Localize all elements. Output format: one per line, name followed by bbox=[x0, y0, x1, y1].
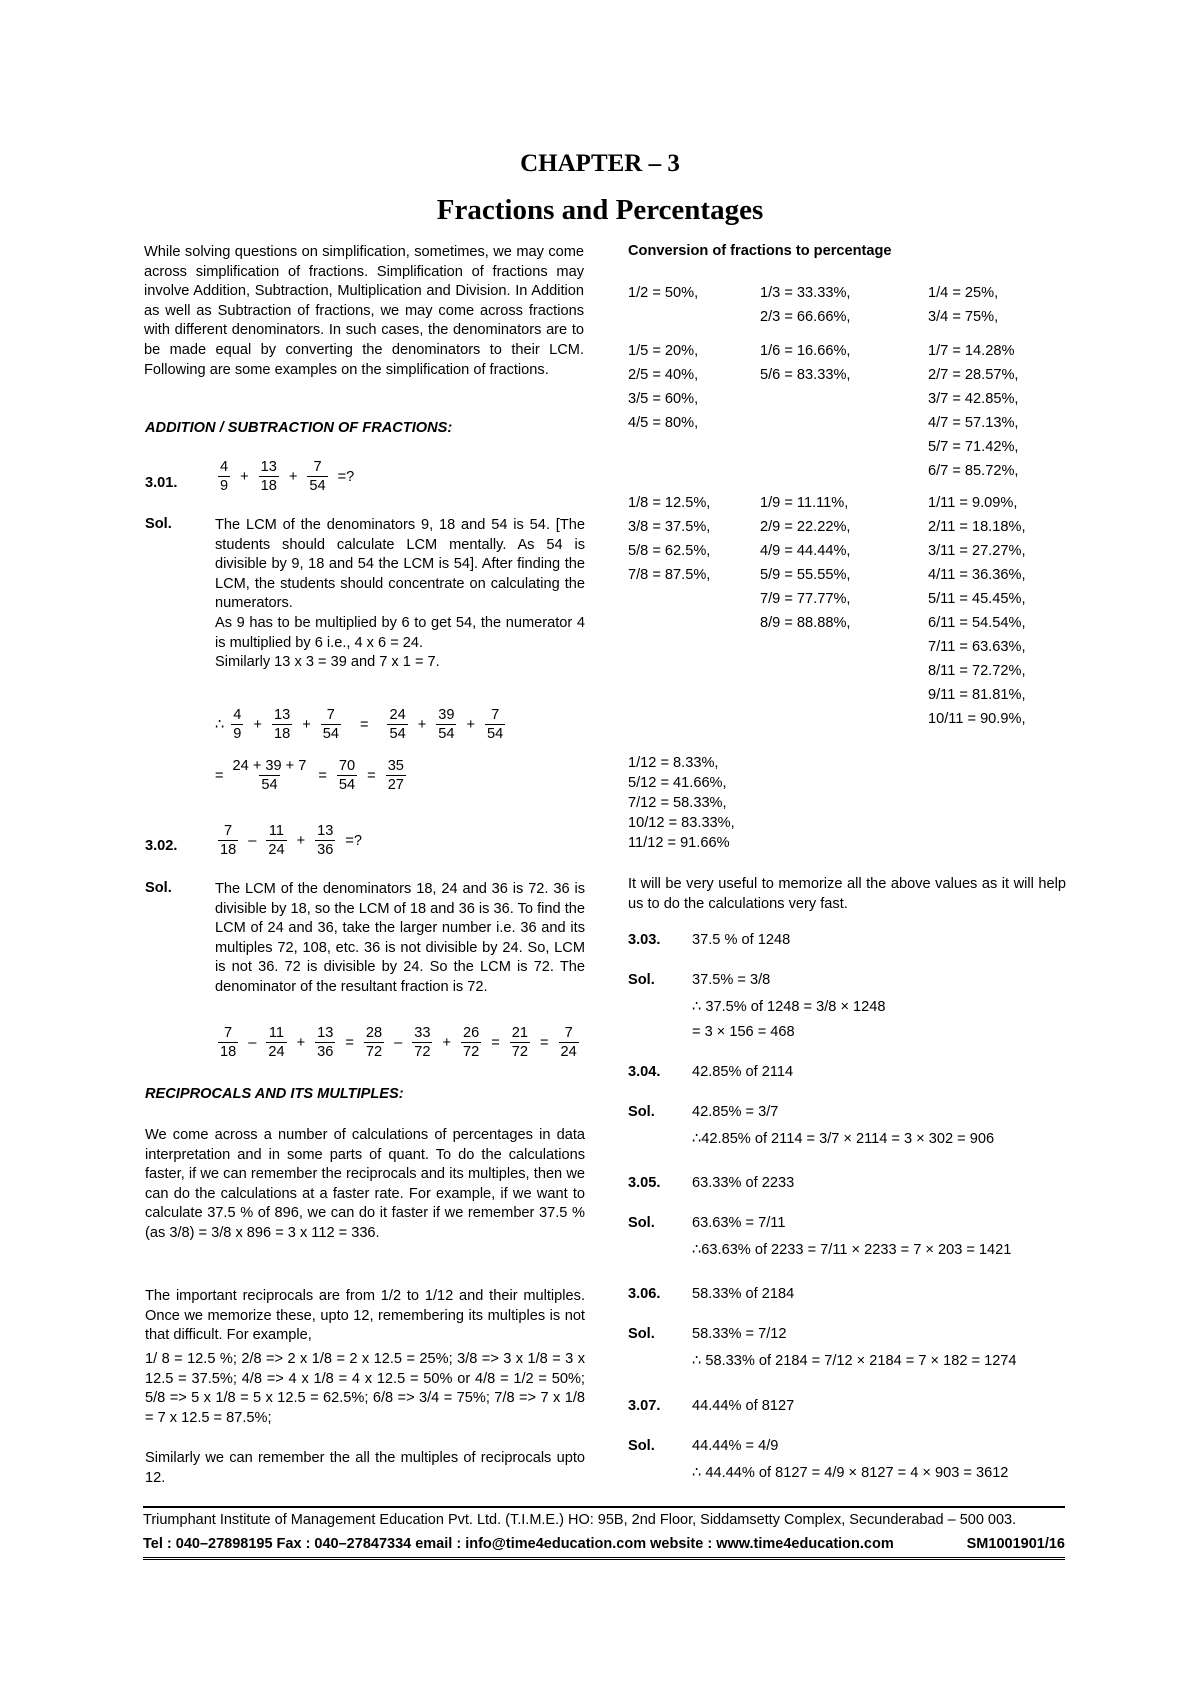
fraction: $\frac{21}{72}$ bbox=[511, 1025, 529, 1060]
conversion-item: 3/4 = 75%, bbox=[928, 309, 999, 325]
fraction: $\frac{7}{54}$ bbox=[487, 707, 504, 742]
conversion-item: 3/5 = 60%, bbox=[628, 391, 699, 407]
fraction: $\frac{39}{54}$ bbox=[438, 707, 455, 742]
solution-line: ∴ 37.5% of 1248 = 3/8 × 1248 bbox=[692, 999, 886, 1015]
solution-line: = 3 × 156 = 468 bbox=[692, 1024, 795, 1040]
conversion-item: 1/3 = 33.33%, bbox=[760, 285, 851, 301]
operator: – bbox=[394, 1034, 403, 1051]
heading-reciprocals: RECIPROCALS AND ITS MULTIPLES: bbox=[145, 1086, 404, 1102]
reciprocals-paragraph-2: The important reciprocals are from 1/2 to 1/12 and their multiples. Once we memorize these, upto 12, remembering its multiples is not that difficult. For example, bbox=[145, 1288, 585, 1344]
operator: + bbox=[302, 716, 311, 733]
fraction: $\frac{24}{54}$ bbox=[389, 707, 406, 742]
question-text: 63.33% of 2233 bbox=[692, 1175, 795, 1191]
equals: = bbox=[540, 1034, 549, 1051]
conversion-item: 5/12 = 41.66%, bbox=[628, 775, 727, 791]
fraction: $\frac{11}{24}$ bbox=[268, 1025, 285, 1060]
fraction: $\frac{35}{27}$ bbox=[387, 758, 404, 793]
solution-line: 42.85% = 3/7 bbox=[692, 1104, 779, 1120]
heading-addition-subtraction: ADDITION / SUBTRACTION OF FRACTIONS: bbox=[145, 420, 453, 436]
therefore-symbol: ∴ bbox=[215, 717, 225, 733]
conversion-item: 5/7 = 71.42%, bbox=[928, 439, 1019, 455]
equals: = bbox=[345, 1034, 354, 1051]
question-number: 3.05. bbox=[628, 1175, 661, 1191]
solution-line: ∴ 58.33% of 2184 = 7/12 × 2184 = 7 × 182 = 1274 bbox=[692, 1353, 1017, 1369]
solution-line: ∴42.85% of 2114 = 3/7 × 2114 = 3 × 302 = 906 bbox=[692, 1131, 995, 1147]
chapter-label: CHAPTER – 3 bbox=[520, 150, 680, 177]
fraction: $\frac{26}{72}$ bbox=[463, 1025, 480, 1060]
solution-301-equation-1 bbox=[215, 706, 508, 743]
solution-label: Sol. bbox=[628, 1215, 655, 1231]
fraction: $\frac{28}{72}$ bbox=[365, 1025, 383, 1060]
fraction: $\frac{13}{18}$ bbox=[260, 459, 277, 494]
fraction: $\frac{7}{54}$ bbox=[309, 459, 326, 494]
question-text: 42.85% of 2114 bbox=[692, 1064, 794, 1080]
conversion-item: 11/12 = 91.66% bbox=[628, 835, 730, 851]
conversion-item: 1/2 = 50%, bbox=[628, 285, 699, 301]
operator: + bbox=[442, 1034, 452, 1051]
fraction: $\frac{13}{36}$ bbox=[317, 823, 334, 858]
equals: = bbox=[359, 716, 369, 733]
question-text: 37.5 % of 1248 bbox=[692, 932, 791, 948]
fraction: $\frac{7}{54}$ bbox=[322, 707, 339, 742]
solution-label: Sol. bbox=[628, 1104, 655, 1120]
footer-divider bbox=[143, 1506, 1065, 1508]
question-number: 3.07. bbox=[628, 1398, 661, 1414]
fraction: $\frac{7}{18}$ bbox=[220, 1025, 237, 1060]
footer-address: Triumphant Institute of Management Education Pvt. Ltd. (T.I.M.E.) HO: 95B, 2nd Floor, Siddamsetty Complex, Secunderabad – 500 003. bbox=[143, 1512, 1017, 1528]
question-text: 58.33% of 2184 bbox=[692, 1286, 795, 1302]
conversion-item: 2/5 = 40%, bbox=[628, 367, 699, 383]
conversion-item: 2/9 = 22.22%, bbox=[760, 519, 851, 535]
conversion-item: 1/4 = 25%, bbox=[928, 285, 999, 301]
solution-label: Sol. bbox=[628, 1326, 655, 1342]
conversion-item: 1/8 = 12.5%, bbox=[628, 495, 711, 511]
conversion-item: 4/11 = 36.36%, bbox=[928, 567, 1026, 583]
conversion-item: 7/11 = 63.63%, bbox=[928, 639, 1026, 655]
conversion-item: 8/11 = 72.72%, bbox=[928, 663, 1026, 679]
conversion-item: 1/5 = 20%, bbox=[628, 343, 699, 359]
question-number-302: 3.02. bbox=[145, 838, 178, 854]
conversion-item: 4/9 = 44.44%, bbox=[760, 543, 851, 559]
reciprocals-paragraph-4: Similarly we can remember the all the multiples of reciprocals upto 12. bbox=[145, 1450, 585, 1486]
question-301-expression bbox=[215, 458, 357, 495]
operator: – bbox=[248, 1034, 257, 1051]
solution-line: ∴63.63% of 2233 = 7/11 × 2233 = 7 × 203 = 1421 bbox=[692, 1242, 1012, 1258]
operator: + bbox=[417, 716, 427, 733]
conversion-item: 10/12 = 83.33%, bbox=[628, 815, 735, 831]
operator: + bbox=[253, 716, 262, 733]
conversion-item: 1/12 = 8.33%, bbox=[628, 755, 719, 771]
fraction: $\frac{7}{18}$ bbox=[220, 823, 237, 858]
conversion-item: 2/3 = 66.66%, bbox=[760, 309, 851, 325]
question-302-expression bbox=[215, 822, 365, 859]
fraction: $\frac{13}{36}$ bbox=[317, 1025, 334, 1060]
conversion-item: 5/11 = 45.45%, bbox=[928, 591, 1026, 607]
equals: = bbox=[367, 767, 376, 784]
fraction: $\frac{4}{9}$ bbox=[220, 459, 229, 494]
solution-label: Sol. bbox=[628, 1438, 655, 1454]
conversion-item: 10/11 = 90.9%, bbox=[928, 711, 1026, 727]
solution-301-equation-2 bbox=[215, 757, 409, 794]
solution-301-paragraph-2: As 9 has to be multiplied by 6 to get 54, the numerator 4 is multiplied by 6 i.e., 4 x 6 = 24. bbox=[215, 614, 585, 651]
page-title: Fractions and Percentages bbox=[436, 194, 764, 226]
solution-line: 58.33% = 7/12 bbox=[692, 1326, 787, 1342]
solution-line: 63.63% = 7/11 bbox=[692, 1215, 786, 1231]
question-text: 44.44% of 8127 bbox=[692, 1398, 795, 1414]
solution-line: 37.5% = 3/8 bbox=[692, 972, 771, 988]
footer-code: SM1001901/16 bbox=[966, 1536, 1065, 1552]
solution-301-paragraph-1: The LCM of the denominators 9, 18 and 54 is 54. [The students should calculate LCM mentally. As 54 is divisible by 9, 18 and 54 the LCM is 54]. After finding the LCM, the students should concentrate on calculating the numerators. bbox=[215, 517, 585, 612]
conversion-item: 1/9 = 11.11%, bbox=[760, 495, 849, 511]
conversion-item: 5/9 = 55.55%, bbox=[760, 567, 851, 583]
conversion-item: 4/7 = 57.13%, bbox=[928, 415, 1019, 431]
reciprocals-paragraph-3: 1/ 8 = 12.5 %; 2/8 => 2 x 1/8 = 2 x 12.5 = 25%; 3/8 => 3 x 1/8 = 3 x 12.5 = 37.5%; 4/8 => 4 x 1/8 = 4 x 12.5 = 50% or 4/8 = 1/2 = 50%; 5/8 => 5 x 1/8 = 5 x 12.5 = 62.5%; 6/8 => 3/4 = 75%; 7/8 => 7 x 1/8 = 7 x 12.5 = 87.5%; bbox=[145, 1351, 585, 1426]
solution-302-equation bbox=[215, 1024, 582, 1061]
fraction: $\frac{24 + 39 + 7}{54}$ bbox=[232, 758, 307, 793]
footer-divider bbox=[143, 1557, 1065, 1560]
conversion-item: 2/11 = 18.18%, bbox=[928, 519, 1026, 535]
conversion-item: 8/9 = 88.88%, bbox=[760, 615, 851, 631]
conversion-item: 2/7 = 28.57%, bbox=[928, 367, 1019, 383]
question-number: 3.06. bbox=[628, 1286, 661, 1302]
solution-label: Sol. bbox=[145, 516, 172, 532]
conversion-item: 1/11 = 9.09%, bbox=[928, 495, 1018, 511]
conversion-item: 5/6 = 83.33%, bbox=[760, 367, 851, 383]
conversion-item: 4/5 = 80%, bbox=[628, 415, 699, 431]
equals: = bbox=[491, 1034, 500, 1051]
equals-question: =? bbox=[337, 468, 355, 485]
conversion-item: 7/8 = 87.5%, bbox=[628, 567, 711, 583]
conversion-item: 9/11 = 81.81%, bbox=[928, 687, 1026, 703]
fraction: $\frac{4}{9}$ bbox=[233, 707, 242, 742]
conversion-item: 3/7 = 42.85%, bbox=[928, 391, 1019, 407]
operator: + bbox=[296, 832, 306, 849]
fraction: $\frac{7}{24}$ bbox=[560, 1025, 577, 1060]
conversion-item: 6/11 = 54.54%, bbox=[928, 615, 1026, 631]
question-number-301: 3.01. bbox=[145, 475, 178, 491]
conversion-item: 7/9 = 77.77%, bbox=[760, 591, 851, 607]
fraction: $\frac{13}{18}$ bbox=[273, 707, 291, 742]
heading-conversion: Conversion of fractions to percentage bbox=[628, 243, 892, 259]
operator: + bbox=[288, 468, 298, 485]
conversion-item: 6/7 = 85.72%, bbox=[928, 463, 1019, 479]
solution-line: ∴ 44.44% of 8127 = 4/9 × 8127 = 4 × 903 = 3612 bbox=[692, 1465, 1009, 1481]
fraction: $\frac{33}{72}$ bbox=[414, 1025, 431, 1060]
equals: = bbox=[215, 767, 224, 784]
solution-301-text bbox=[215, 516, 585, 673]
solution-302-text: The LCM of the denominators 18, 24 and 36 is 72. 36 is divisible by 18, so the LCM of 18 and 36 is 36. To find the LCM of 24 and 36, take the larger number i.e. 36 and its multiples 72, 108, etc. 36 is not divisible by 24. So, LCM is not 36. 72 is divisible by 24. So the LCM is 72. The denominator of the resultant fraction is 72. bbox=[215, 881, 585, 995]
operator: + bbox=[240, 468, 249, 485]
memorize-note: It will be very useful to memorize all the above values as it will help us to do the calculations very fast. bbox=[628, 876, 1066, 912]
question-number: 3.04. bbox=[628, 1064, 661, 1080]
conversion-item: 3/8 = 37.5%, bbox=[628, 519, 711, 535]
conversion-item: 1/6 = 16.66%, bbox=[760, 343, 851, 359]
footer-contact-text: Tel : 040–27898195 Fax : 040–27847334 email : info@time4education.com website : www.time4education.com bbox=[143, 1536, 894, 1552]
equals: = bbox=[318, 767, 327, 784]
conversion-item: 1/7 = 14.28% bbox=[928, 343, 1015, 359]
operator: – bbox=[248, 832, 257, 849]
footer-contact bbox=[143, 1536, 1065, 1552]
solution-label: Sol. bbox=[145, 880, 172, 896]
conversion-item: 3/11 = 27.27%, bbox=[928, 543, 1026, 559]
operator: + bbox=[296, 1034, 306, 1051]
equals-question: =? bbox=[345, 832, 362, 849]
conversion-item: 5/8 = 62.5%, bbox=[628, 543, 711, 559]
fraction: $\frac{11}{24}$ bbox=[268, 823, 285, 858]
operator: + bbox=[466, 716, 476, 733]
solution-label: Sol. bbox=[628, 972, 655, 988]
fraction: $\frac{70}{54}$ bbox=[338, 758, 356, 793]
solution-line: 44.44% = 4/9 bbox=[692, 1438, 779, 1454]
question-number: 3.03. bbox=[628, 932, 661, 948]
reciprocals-paragraph-1: We come across a number of calculations of percentages in data interpretation and in some parts of quant. To do the calculations faster, if we can remember the reciprocals and its multiples, then we can do the calculations at a faster rate. For example, if we want to calculate 37.5 % of 896, we can do it faster if we remember 37.5 % (as 3/8) = 3/8 x 896 = 3 x 112 = 336. bbox=[145, 1127, 585, 1241]
solution-301-paragraph-3: Similarly 13 x 3 = 39 and 7 x 1 = 7. bbox=[215, 654, 440, 671]
intro-paragraph: While solving questions on simplification, sometimes, we may come across simplification of fractions. Simplification of fractions may involve Addition, Subtraction, Multiplication and Division. In Addition as well as Subtraction of fractions, we may come across fractions with different denominators. In such cases, the denominators are to be made equal by converting the denominators to their LCM. Following are some examples on the simplification of fractions. bbox=[144, 244, 584, 378]
conversion-item: 7/12 = 58.33%, bbox=[628, 795, 727, 811]
